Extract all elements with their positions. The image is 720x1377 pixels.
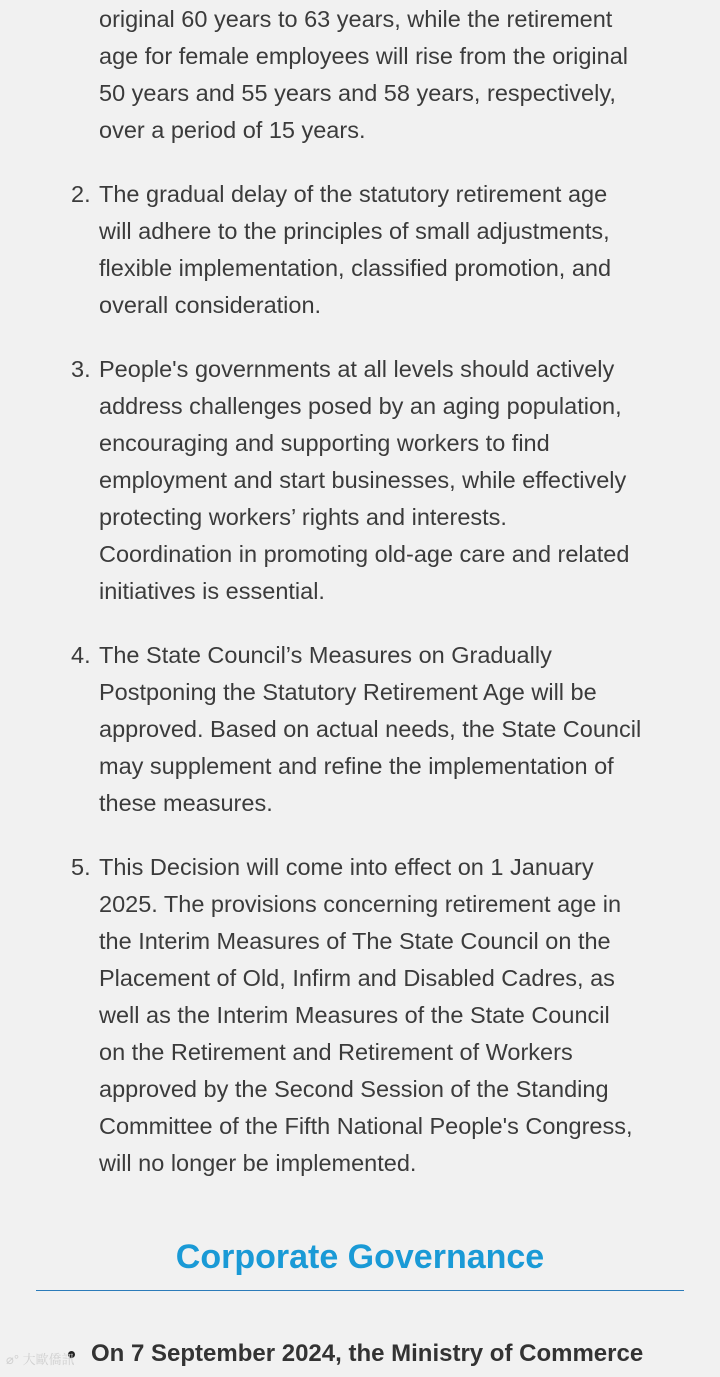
list-item — [99, 1, 689, 149]
list-item-line: People's governments at all levels should actively — [99, 356, 615, 382]
section-divider — [36, 1290, 684, 1291]
list-item-line: Placement of Old, Infirm and Disabled Cadres, as — [99, 965, 615, 991]
bullet-item-text: On 7 September 2024, the Ministry of Commerce — [91, 1340, 644, 1367]
list-item-line: Committee of the Fifth National People's Congress, — [99, 1113, 633, 1139]
list-item-number: 4. — [71, 642, 91, 668]
list-item-number: 3. — [71, 356, 91, 382]
list-item-line: age for female employees will rise from the original — [99, 43, 628, 69]
list-item-line: these measures. — [99, 790, 273, 816]
list-item — [71, 637, 689, 822]
list-item-line: flexible implementation, classified promotion, and — [99, 255, 612, 281]
list-item-line: employment and start businesses, while effectively — [99, 467, 627, 493]
list-item-line: approved. Based on actual needs, the State Council — [99, 716, 642, 742]
list-item — [71, 176, 689, 324]
list-item-line: original 60 years to 63 years, while the retirement — [99, 6, 613, 32]
list-item-line: may supplement and refine the implementation of — [99, 753, 614, 779]
list-item-line: The gradual delay of the statutory retirement age — [99, 181, 608, 207]
watermark-logo-icon: ⌀° — [6, 1352, 20, 1367]
watermark-text: 大歐僑訊 — [22, 1352, 75, 1367]
list-item-line: overall consideration. — [99, 292, 322, 318]
list-item-line: The State Council’s Measures on Gradually — [99, 642, 552, 668]
list-item-line: address challenges posed by an aging population, — [99, 393, 622, 419]
list-item-line: protecting workers’ rights and interests. — [99, 504, 507, 530]
list-item-line: over a period of 15 years. — [99, 117, 366, 143]
list-item — [71, 351, 689, 610]
list-item-line: will adhere to the principles of small adjustments, — [99, 218, 610, 244]
list-item-number: 2. — [71, 181, 91, 207]
list-item-line: approved by the Second Session of the Standing — [99, 1076, 609, 1102]
list-item-line: 2025. The provisions concerning retirement age in — [99, 891, 622, 917]
list-item — [71, 849, 689, 1182]
list-item-number: 5. — [71, 854, 91, 880]
list-item-line: well as the Interim Measures of the State Council — [99, 1002, 610, 1028]
list-item-line: 50 years and 55 years and 58 years, respectively, — [99, 80, 616, 106]
watermark — [6, 1351, 75, 1369]
list-item-line: initiatives is essential. — [99, 578, 325, 604]
list-item-line: Postponing the Statutory Retirement Age will be — [99, 679, 597, 705]
list-item-line: encouraging and supporting workers to find — [99, 430, 550, 456]
list-item-line: This Decision will come into effect on 1 January — [99, 854, 594, 880]
list-item-line: will no longer be implemented. — [99, 1150, 417, 1176]
list-item-line: Coordination in promoting old-age care and related — [99, 541, 630, 567]
list-item-line: on the Retirement and Retirement of Workers — [99, 1039, 573, 1065]
bullet-item — [0, 1336, 720, 1372]
list-item-line: the Interim Measures of The State Council on the — [99, 928, 611, 954]
section-heading: Corporate Governance — [175, 1238, 545, 1276]
